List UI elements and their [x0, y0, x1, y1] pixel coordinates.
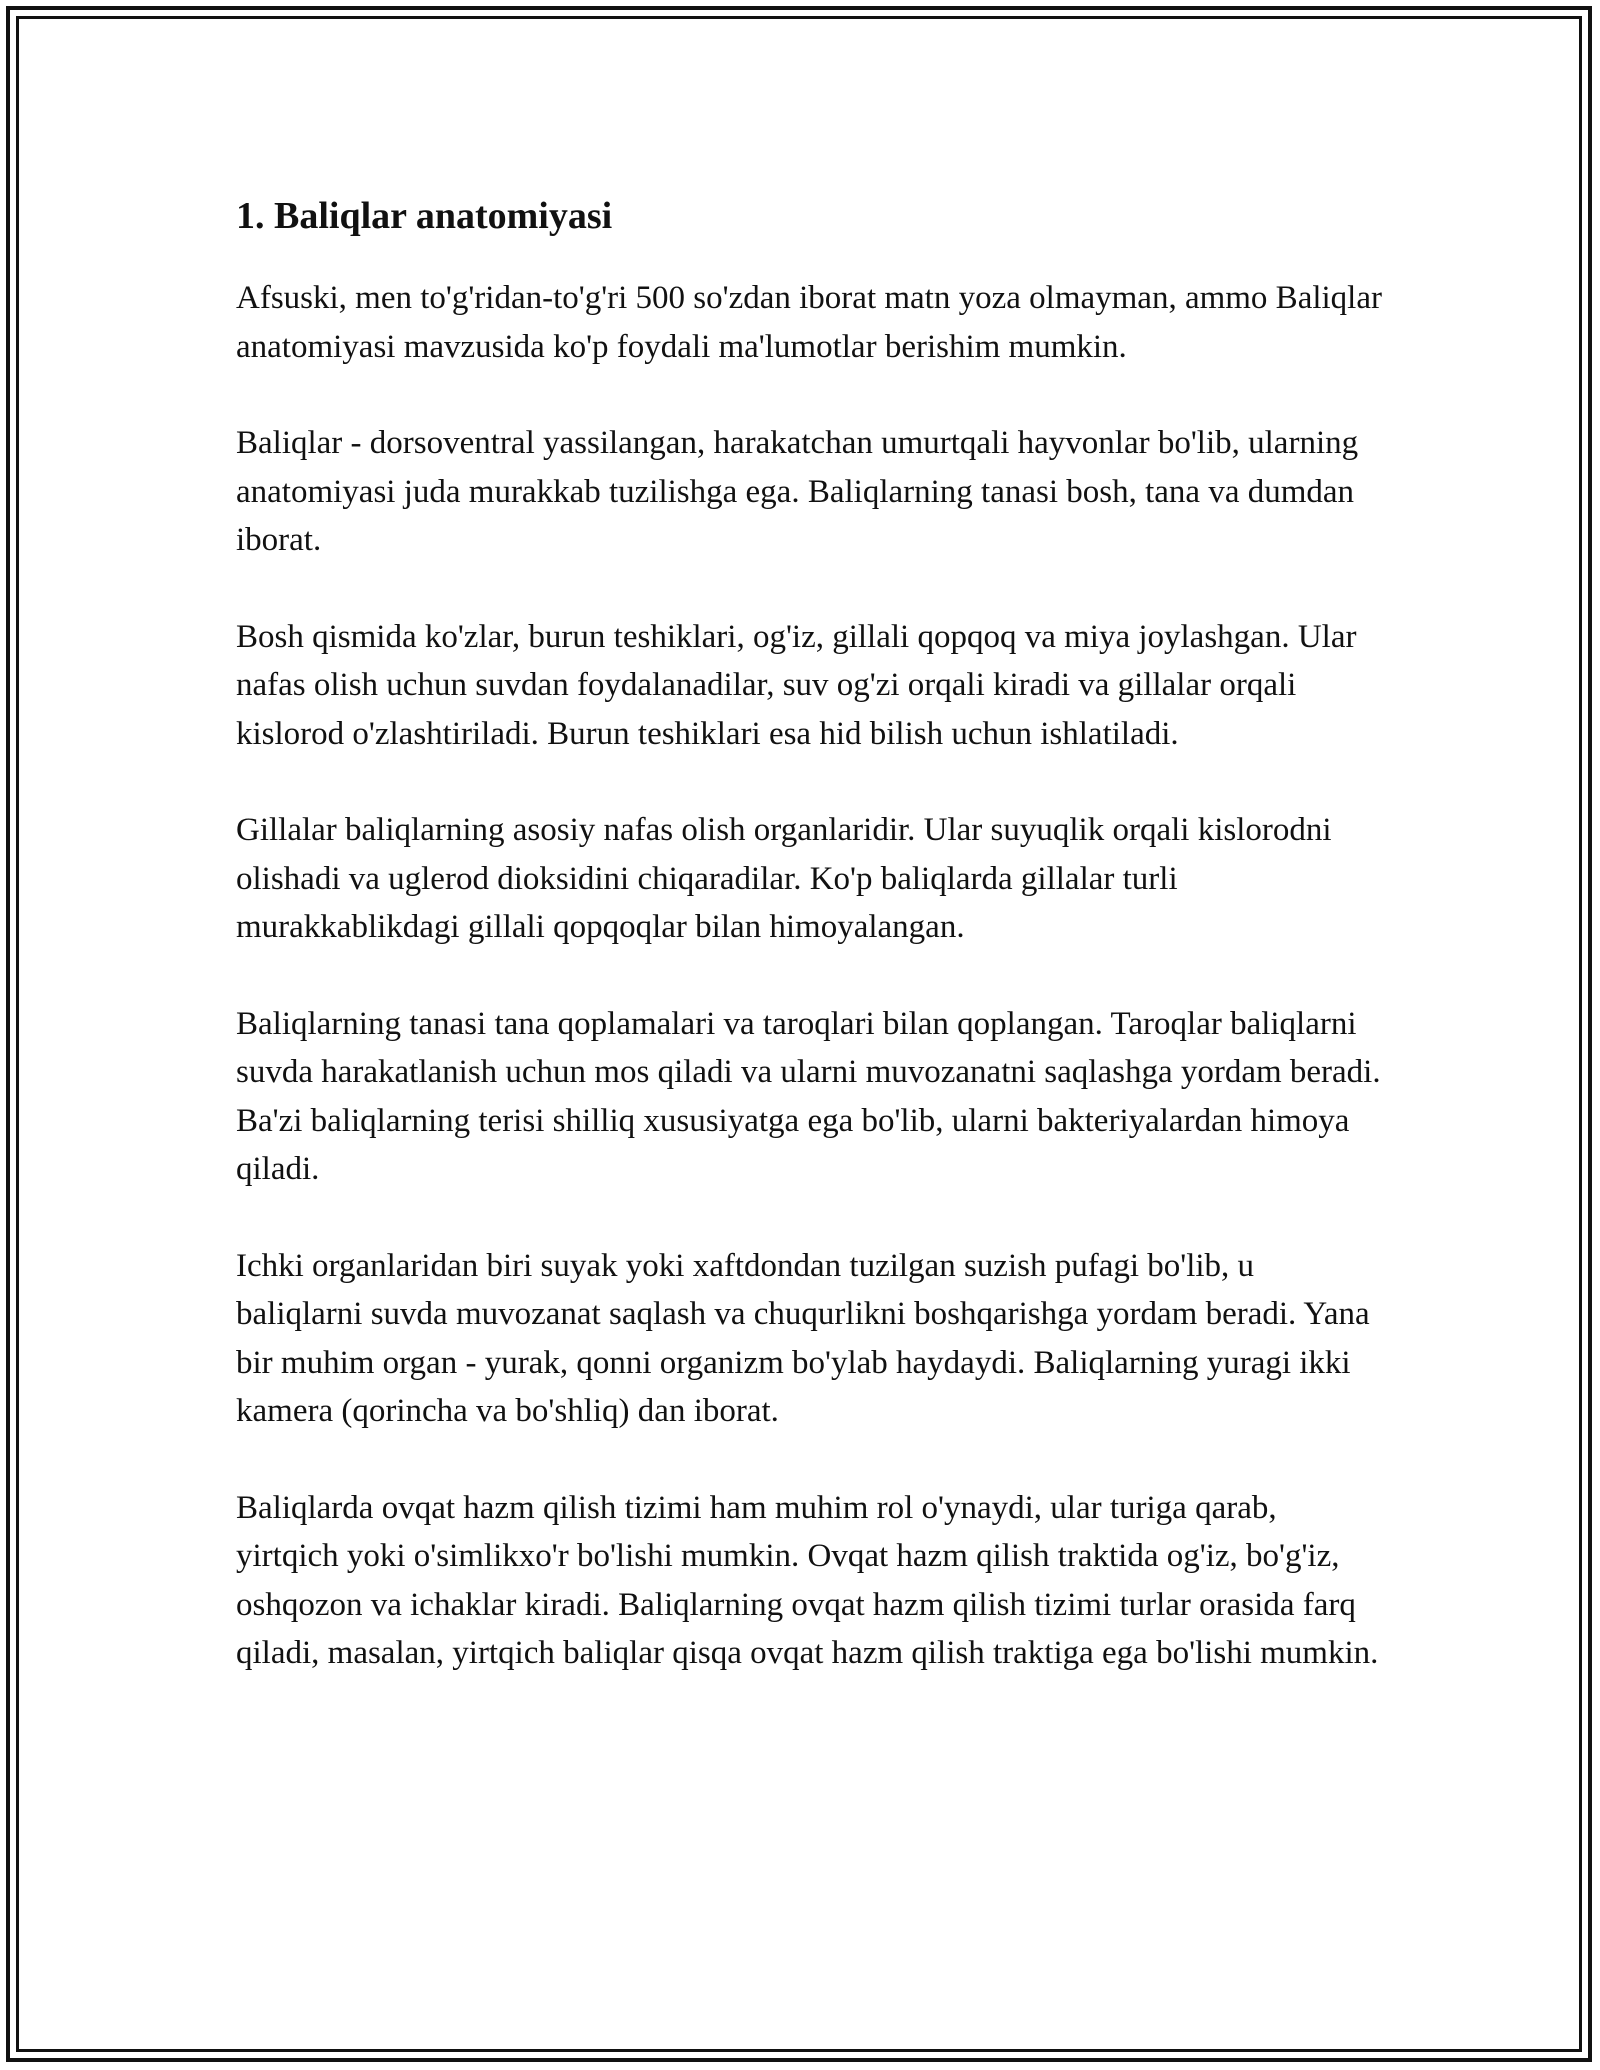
paragraph-skin-fins: Baliqlarning tanasi tana qoplamalari va taroqlari bilan qoplangan. Taroqlar baliqlarni suvda harakatlanish uchun mos qiladi va ularni muvozanatni saqlashga yordam beradi. Ba'zi baliqlarning terisi shilliq xususiyatga ega bo'lib, ularni bakteriyalardan himoya qiladi.	[236, 1005, 1381, 1187]
document-body	[236, 186, 1386, 1726]
paragraph-internal-organs: Ichki organlaridan biri suyak yoki xaftdondan tuzilgan suzish pufagi bo'lib, u baliqlarni suvda muvozanat saqlash va chuqurlikni boshqarishga yordam beradi. Yana bir muhim organ - yurak, qonni organizm bo'ylab haydaydi. Baliqlarning yuragi ikki kamera (qorincha va bo'shliq) dan iborat.	[236, 1247, 1370, 1429]
paragraph-head: Bosh qismida ko'zlar, burun teshiklari, og'iz, gillali qopqoq va miya joylashgan. Ular nafas olish uchun suvdan foydalanadilar, suv og'zi orqali kiradi va gillalar orqali kislorod o'zlashtiriladi. Burun teshiklari esa hid bilish uchun ishlatiladi.	[236, 618, 1357, 752]
paragraph-gills: Gillalar baliqlarning asosiy nafas olish organlaridir. Ular suyuqlik orqali kislorodni olishadi va uglerod dioksidini chiqaradilar. Ko'p baliqlarda gillalar turli murakkablikdagi gillali qopqoqlar bilan himoyalangan.	[236, 812, 1332, 945]
section-heading: 1. Baliqlar anatomiyasi	[236, 195, 613, 237]
paragraph-intro: Afsuski, men to'g'ridan-to'g'ri 500 so'zdan iborat matn yoza olmayman, ammo Baliqlar anatomiyasi mavzusida ko'p foydali ma'lumotlar berishim mumkin.	[236, 280, 1382, 365]
paragraph-body-structure: Baliqlar - dorsoventral yassilangan, harakatchan umurtqali hayvonlar bo'lib, ularning anatomiyasi juda murakkab tuzilishga ega. Baliqlarning tanasi bosh, tana va dumdan iborat.	[236, 425, 1359, 558]
paragraph-digestion: Baliqlarda ovqat hazm qilish tizimi ham muhim rol o'ynaydi, ular turiga qarab, yirtqich yoki o'simlikxo'r bo'lishi mumkin. Ovqat hazm qilish traktida og'iz, bo'g'iz, oshqozon va ichaklar kiradi. Baliqlarning ovqat hazm qilish tizimi turlar orasida farq qiladi, masalan, yirtqich baliqlar qisqa ovqat hazm qilish traktiga ega bo'lishi mumkin.	[236, 1489, 1379, 1671]
